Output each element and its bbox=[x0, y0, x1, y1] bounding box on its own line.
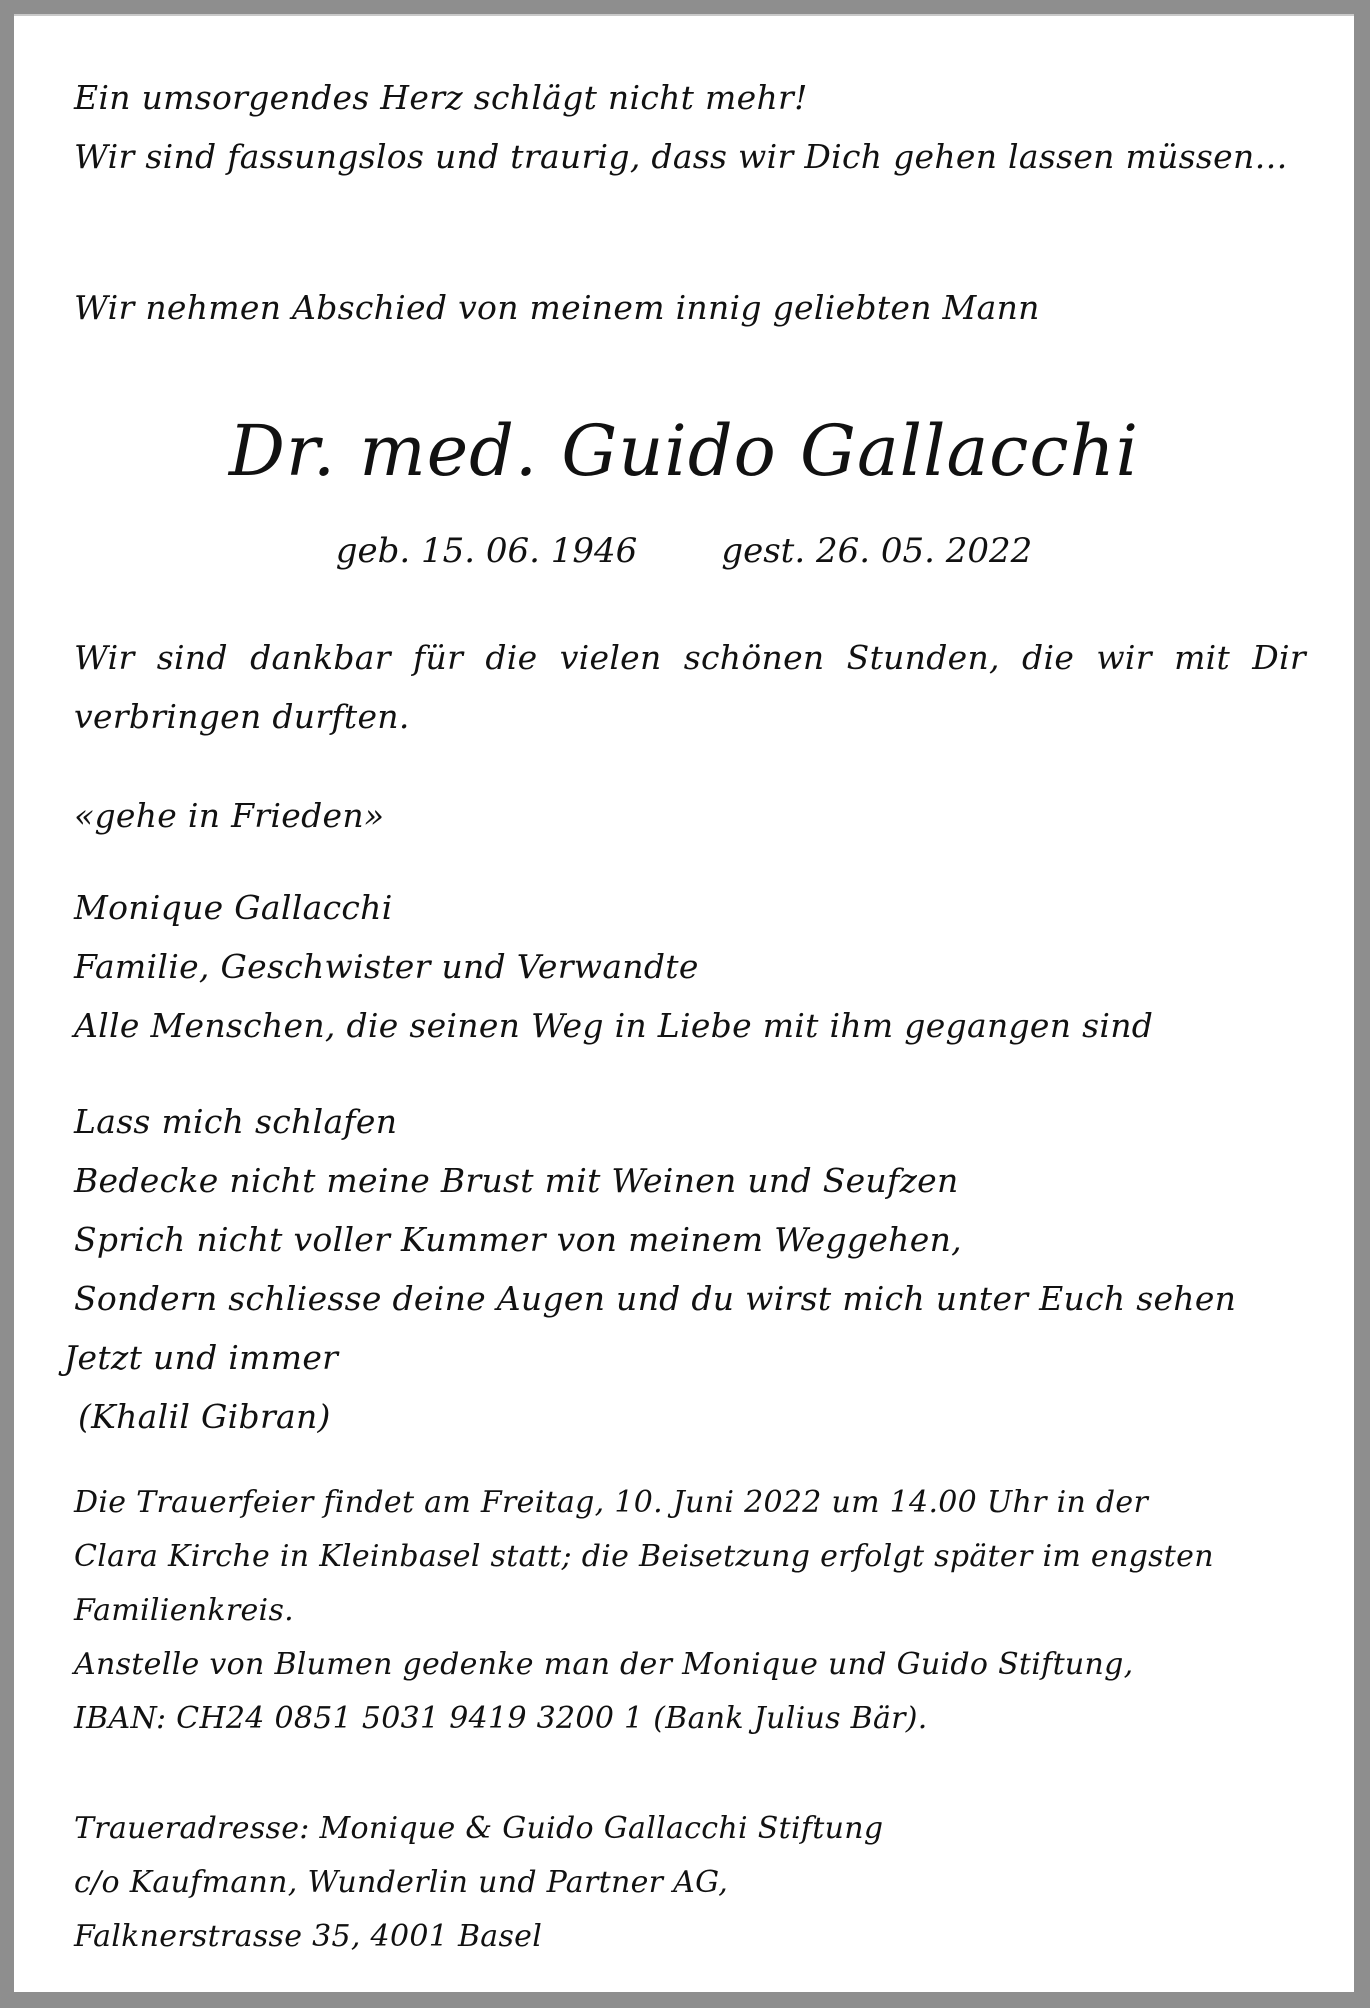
address-line: Falknerstrasse 35, 4001 Basel bbox=[74, 1919, 543, 1954]
death-date: gest. 26. 05. 2022 bbox=[721, 531, 1033, 571]
mourner-line: Monique Gallacchi bbox=[74, 888, 393, 927]
birth-date: geb. 15. 06. 1946 bbox=[335, 531, 638, 571]
mourner-line: Familie, Geschwister und Verwandte bbox=[74, 947, 699, 986]
poem-line: Sprich nicht voller Kummer von meinem Weggehen, bbox=[74, 1220, 962, 1259]
life-dates bbox=[14, 526, 1354, 576]
deceased-name: Dr. med. Guido Gallacchi bbox=[228, 410, 1140, 492]
address-line: Traueradresse: Monique & Guido Gallacchi Stiftung bbox=[74, 1811, 884, 1846]
gratitude-text: Wir sind dankbar für die vielen schönen Stunden, die wir mit Dir verbringen durften. bbox=[74, 638, 1306, 736]
poem-author: (Khalil Gibran) bbox=[78, 1397, 331, 1436]
farewell-line: Wir nehmen Abschied von meinem innig geliebten Mann bbox=[74, 288, 1040, 327]
ceremony-line: Familienkreis. bbox=[74, 1593, 294, 1628]
ceremony-line: Anstelle von Blumen gedenke man der Monique und Guido Stiftung, bbox=[74, 1647, 1134, 1682]
mourner-line: Alle Menschen, die seinen Weg in Liebe mit ihm gegangen sind bbox=[74, 1006, 1154, 1045]
mourners-list bbox=[74, 878, 1306, 1055]
motto: «gehe in Frieden» bbox=[74, 796, 385, 835]
poem-line: Sondern schliesse deine Augen und du wirst mich unter Euch sehen bbox=[74, 1279, 1237, 1318]
address-line: c/o Kaufmann, Wunderlin und Partner AG, bbox=[74, 1865, 729, 1900]
poem-line: Jetzt und immer bbox=[64, 1338, 339, 1377]
poem bbox=[64, 1092, 1306, 1446]
intro-block bbox=[74, 68, 1306, 186]
mourning-address bbox=[74, 1802, 1306, 1964]
ceremony-line: Clara Kirche in Kleinbasel statt; die Beisetzung erfolgt später im engsten bbox=[74, 1539, 1214, 1574]
poem-line: Bedecke nicht meine Brust mit Weinen und Seufzen bbox=[74, 1161, 959, 1200]
obituary-page bbox=[14, 14, 1354, 1992]
ceremony-info bbox=[74, 1476, 1306, 1746]
ceremony-line: Die Trauerfeier findet am Freitag, 10. Juni 2022 um 14.00 Uhr in der bbox=[74, 1485, 1149, 1520]
intro-line-2: Wir sind fassungslos und traurig, dass wir Dich gehen lassen müssen… bbox=[74, 137, 1288, 176]
ceremony-line: IBAN: CH24 0851 5031 9419 3200 1 (Bank Julius Bär). bbox=[74, 1701, 928, 1736]
intro-line-1: Ein umsorgendes Herz schlägt nicht mehr! bbox=[74, 78, 808, 117]
poem-line: Lass mich schlafen bbox=[74, 1102, 398, 1141]
